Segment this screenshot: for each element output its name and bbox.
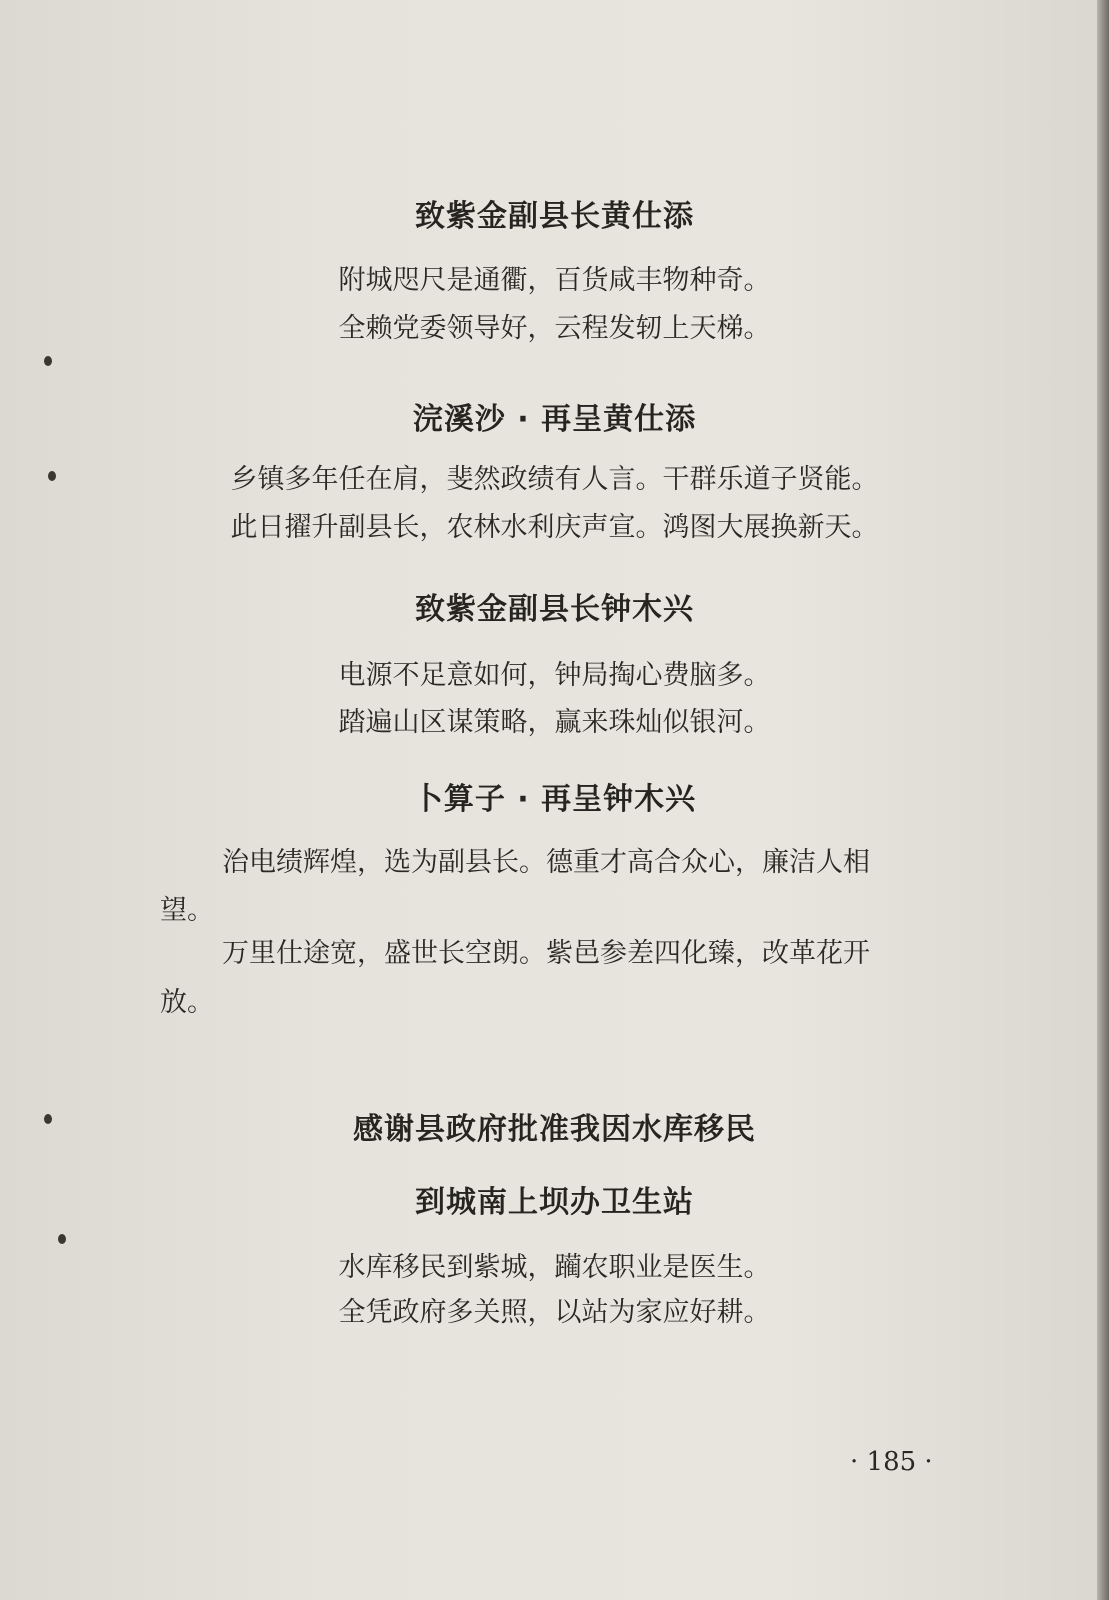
poem-line: 附城咫尺是通衢，百货咸丰物种奇。 <box>338 265 771 296</box>
poem-line: 治电绩辉煌，选为副县长。德重才高合众心，廉洁人相 <box>222 847 870 878</box>
poem-line: 全赖党委领导好，云程发轫上天梯。 <box>338 313 771 344</box>
poem-line: 放。 <box>160 987 214 1018</box>
poem-title: 致紫金副县长黄仕添 <box>415 199 694 234</box>
poem-line: 踏遍山区谋策略，赢来珠灿似银河。 <box>338 707 771 738</box>
binding-hole <box>58 1234 66 1244</box>
poem-title: 感谢县政府批准我因水库移民 <box>353 1112 756 1147</box>
poem-line: 水库移民到紫城，躏农职业是医生。 <box>338 1252 771 1283</box>
page-number: · 185 · <box>850 1447 933 1477</box>
poem-title: 致紫金副县长钟木兴 <box>415 592 694 627</box>
poem-title: 浣溪沙 · 再呈黄仕添 <box>412 402 697 437</box>
poem-line: 全凭政府多关照，以站为家应好耕。 <box>338 1297 771 1328</box>
poem-line: 万里仕途宽，盛世长空朗。紫邑参差四化臻，改革花开 <box>222 938 870 969</box>
poem-line: 电源不足意如何，钟局掏心费脑多。 <box>338 660 771 691</box>
poem-title-line-2: 到城南上坝办卫生站 <box>415 1185 694 1220</box>
poem-line: 此日擢升副县长，农林水利庆声宣。鸿图大展换新天。 <box>230 512 879 543</box>
poem-line: 望。 <box>160 895 214 926</box>
poem-line: 乡镇多年任在肩，斐然政绩有人言。干群乐道子贤能。 <box>230 464 879 495</box>
binding-hole <box>44 356 52 366</box>
poem-title: 卜算子 · 再呈钟木兴 <box>412 782 697 817</box>
